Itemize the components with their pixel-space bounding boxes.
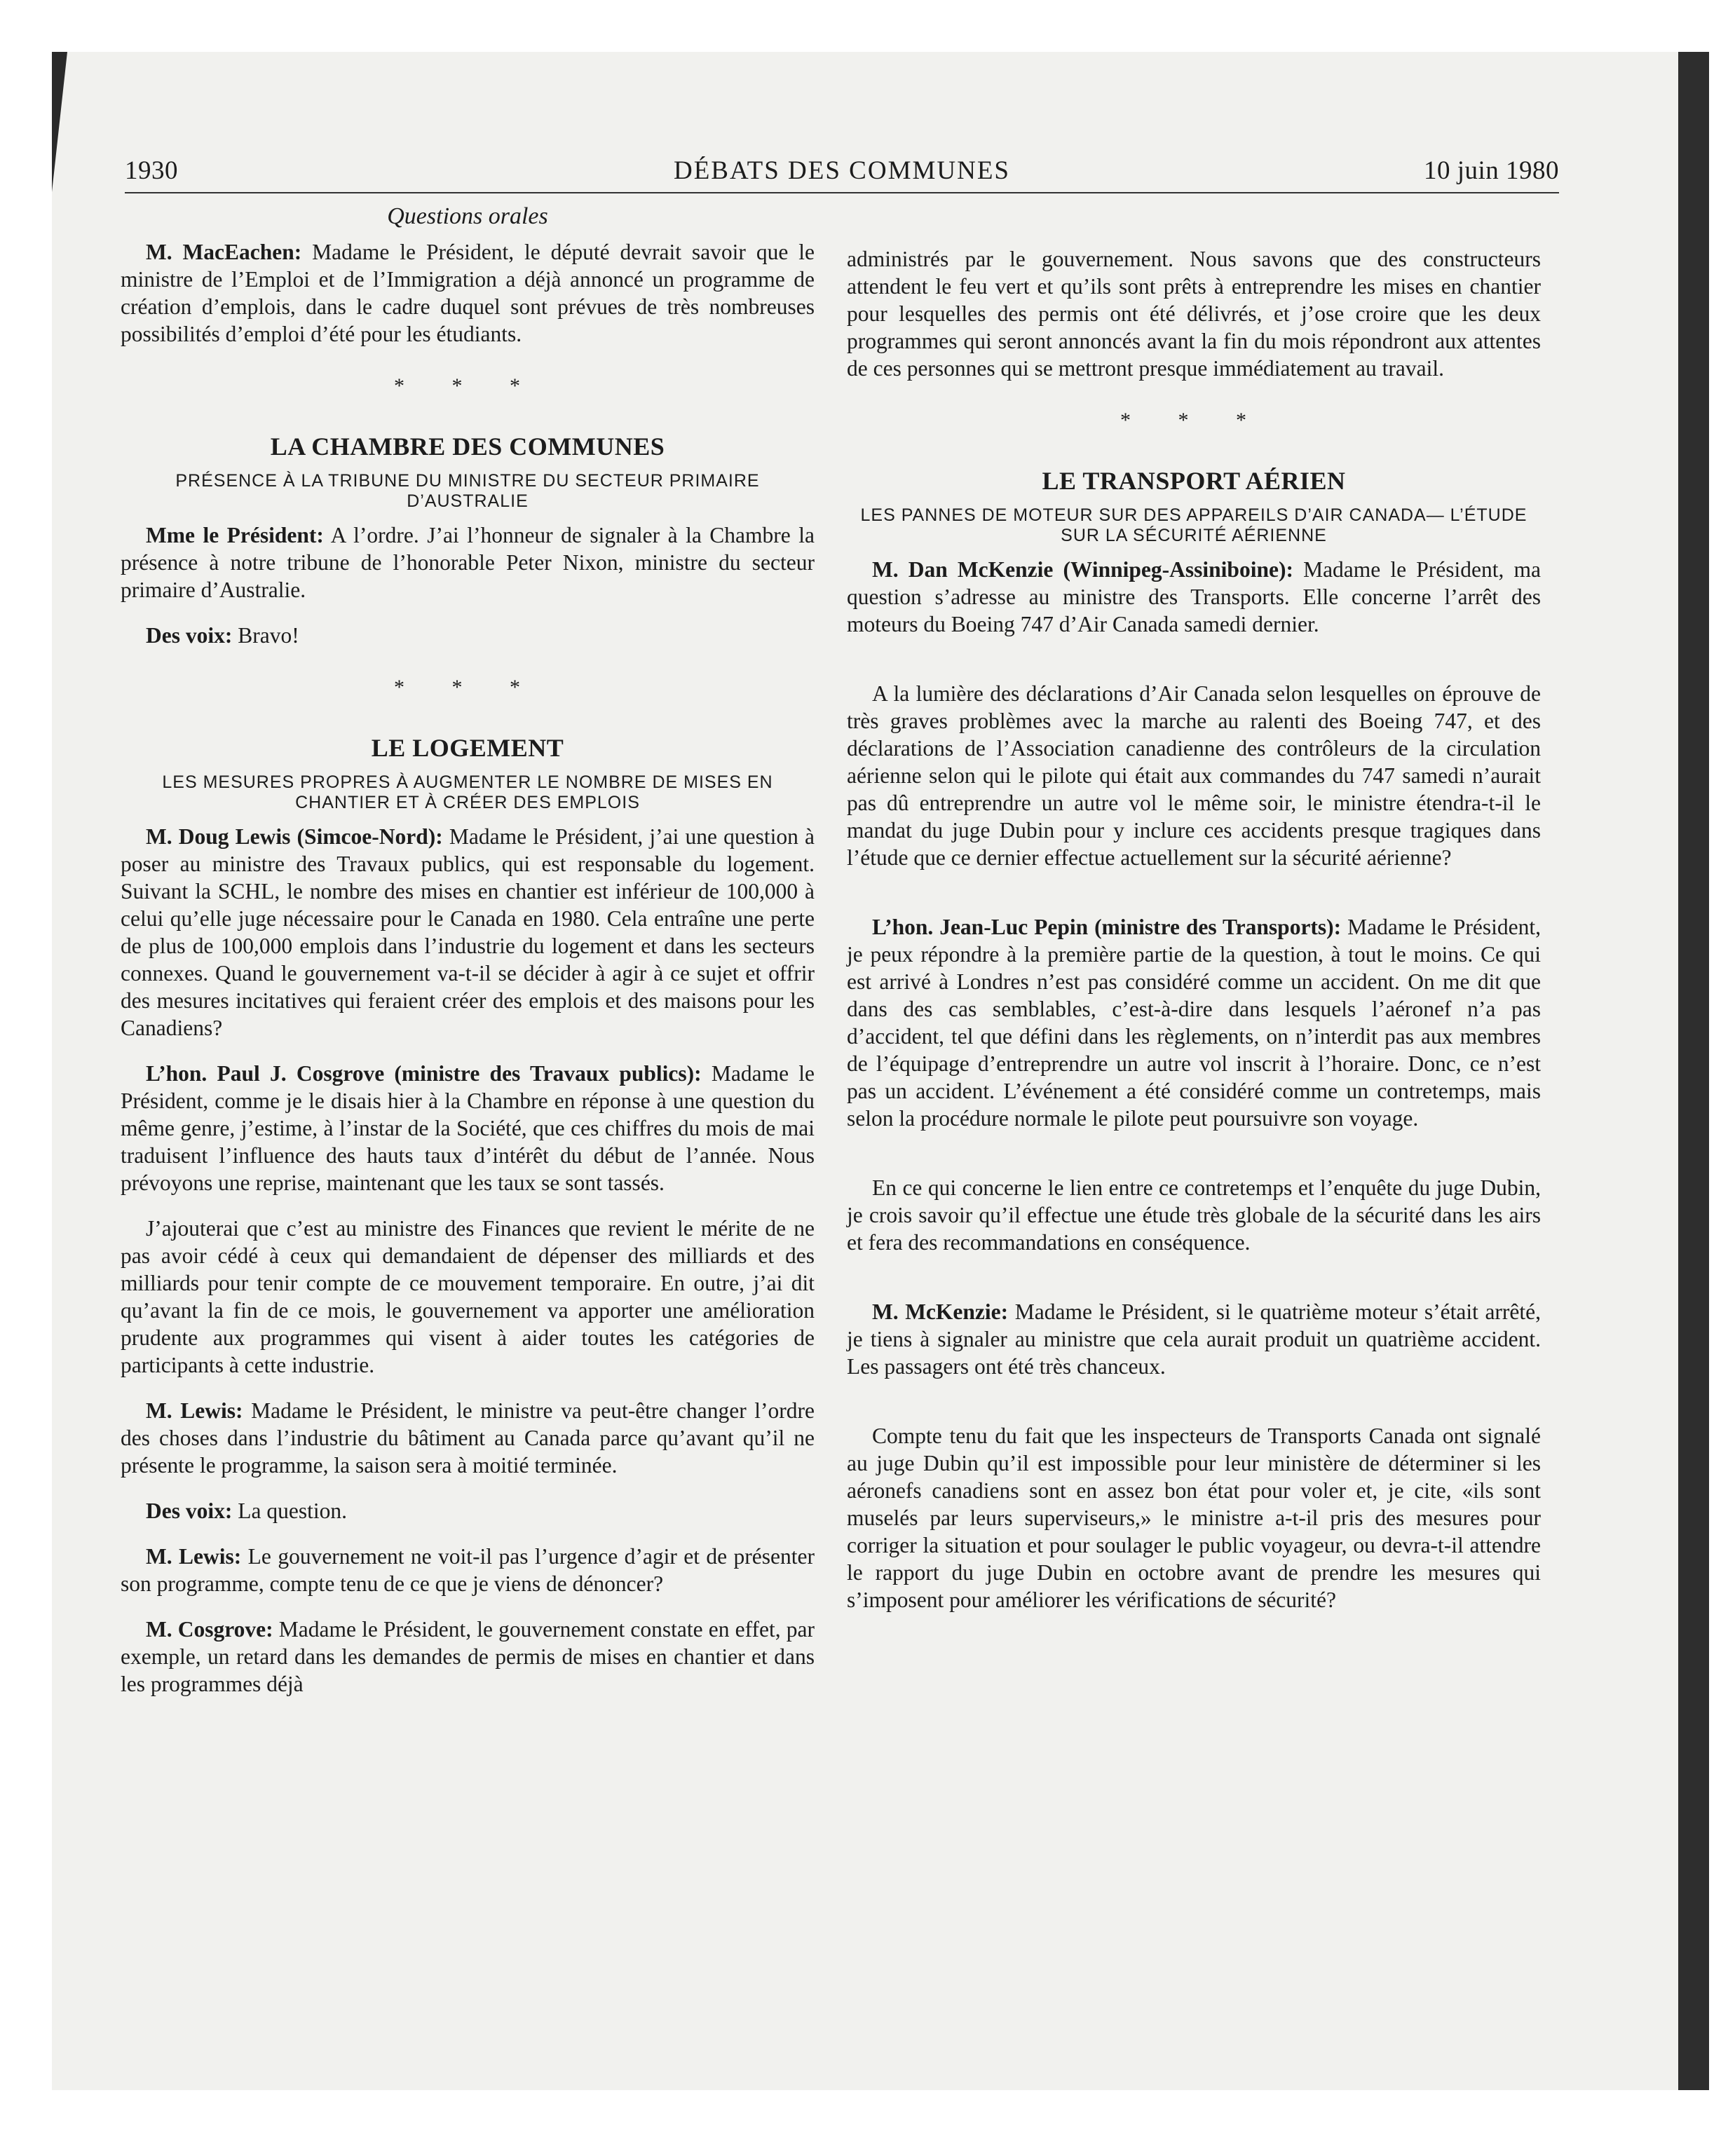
speaker-name: L’hon. Paul J. Cosgrove (ministre des Travaux publics): bbox=[146, 1061, 702, 1086]
publication-date: 10 juin 1980 bbox=[1423, 156, 1559, 185]
paragraph bbox=[121, 823, 815, 1042]
speaker-name: M. McKenzie: bbox=[872, 1299, 1009, 1324]
speaker-name: Des voix: bbox=[146, 623, 233, 648]
section-heading: LE LOGEMENT bbox=[371, 734, 564, 762]
section-separator: * * * bbox=[394, 676, 541, 699]
paragraph-text: Bravo! bbox=[232, 623, 299, 648]
speaker-name: M. Dan McKenzie (Winnipeg-Assiniboine): bbox=[872, 557, 1293, 582]
paragraph bbox=[847, 1298, 1541, 1380]
speaker-name: M. Lewis: bbox=[146, 1544, 242, 1569]
speaker-name: M. MacEachen: bbox=[146, 240, 302, 264]
paragraph-text: Madame le Président, si le quatrième moteur s’était arrêté, je tiens à signaler au ministre que cela aurait produit un quatrième accident. Les passagers ont été très chanceux. bbox=[847, 1299, 1541, 1379]
paragraph bbox=[847, 245, 1541, 382]
paragraph-text: Madame le Président, le gouvernement constate en effet, par exemple, un retard dans les demandes de permis de mises en chantier et dans les programmes déjà bbox=[121, 1617, 815, 1696]
paragraph-text: Madame le Président, ma question s’adresse au ministre des Transports. Elle concerne l’arrêt des moteurs du Boeing 747 d’Air Canada samedi dernier. bbox=[847, 557, 1541, 636]
paragraph bbox=[121, 521, 815, 603]
speaker-name: L’hon. Jean-Luc Pepin (ministre des Transports): bbox=[872, 915, 1342, 939]
paragraph-text: Madame le Président, comme je le disais hier à la Chambre en réponse à une question du même genre, j’estime, à l’instar de la Société, que ces chiffres du mois de mai traduisent l’influence des hauts taux d’intérêt du début de l’année. Nous prévoyons une reprise, maintenant que les taux se sont tassés. bbox=[121, 1061, 815, 1195]
paragraph bbox=[121, 238, 815, 348]
paragraph bbox=[121, 622, 815, 649]
section-heading: LE TRANSPORT AÉRIEN bbox=[1042, 467, 1346, 495]
speaker-name: M. Lewis: bbox=[146, 1398, 243, 1423]
paragraph-text: J’ajouterai que c’est au ministre des Finances que revient le mérite de ne pas avoir cédé à ceux qui demandaient de dépenser des milliards et des milliards pour tenir compte de ce mouvement temporaire. En outre, j’ai dit qu’avant la fin de ce mois, le gouvernement va apporter une amélioration prudente aux programmes qui visent à aider toutes les catégories de participants à cette industrie. bbox=[121, 1216, 815, 1377]
paragraph bbox=[121, 1497, 815, 1524]
paragraph-text: administrés par le gouvernement. Nous savons que des constructeurs attendent le feu vert et qu’ils sont prêts à entreprendre les mises en chantier pour lesquelles des permis ont été délivrés, et j’ose croire que les deux programmes qui seront annoncés avant la fin du mois répondront aux attentes de ces personnes qui se mettront presque immédiatement au travail. bbox=[847, 247, 1541, 381]
right-column bbox=[847, 245, 1541, 1632]
section-heading: LA CHAMBRE DES COMMUNES bbox=[270, 432, 665, 460]
speaker-name: Des voix: bbox=[146, 1499, 233, 1523]
paragraph bbox=[121, 1060, 815, 1196]
left-column bbox=[121, 203, 815, 1716]
speaker-name: M. Doug Lewis (Simcoe-Nord): bbox=[146, 824, 443, 849]
paragraph-text: Madame le Président, le ministre va peut-être changer l’ordre des choses dans l’industrie du bâtiment au Canada parce qu’avant qu’il ne présente le programme, la saison sera à moitié terminée. bbox=[121, 1398, 815, 1478]
section-subheading: LES MESURES PROPRES À AUGMENTER LE NOMBRE DE MISES EN CHANTIER ET À CRÉER DES EMPLOIS bbox=[162, 772, 773, 812]
paragraph-text: Le gouvernement ne voit-il pas l’urgence d’agir et de présenter son programme, compte tenu de ce que je viens de dénoncer? bbox=[121, 1544, 815, 1596]
paragraph bbox=[121, 1543, 815, 1597]
speaker-name: M. Cosgrove: bbox=[146, 1617, 273, 1642]
speaker-name: Mme le Président: bbox=[146, 523, 324, 547]
paragraph bbox=[847, 1422, 1541, 1613]
section-subheading: LES PANNES DE MOTEUR SUR DES APPAREILS D’AIR CANADA— L’ÉTUDE SUR LA SÉCURITÉ AÉRIENNE bbox=[860, 505, 1528, 545]
paragraph-text: Madame le Président, j’ai une question à poser au ministre des Travaux publics, qui est responsable du logement. Suivant la SCHL, le nombre des mises en chantier est inférieur de 100,000 à celui qu’elle juge nécessaire pour le Canada en 1980. Cela entraîne une perte de plus de 100,000 emplois dans l’industrie du logement et dans les secteurs connexes. Quand le gouvernement va-t-il se décider à agir à ce sujet et offrir des mesures incitatives qui feraient créer des emplois et des maisons pour les Canadiens? bbox=[121, 824, 815, 1040]
section-separator: * * * bbox=[394, 374, 541, 397]
paragraph bbox=[121, 1215, 815, 1379]
paragraph bbox=[121, 1397, 815, 1479]
running-header bbox=[125, 156, 1559, 193]
paragraph-text: Madame le Président, je peux répondre à la première partie de la question, à tout le moins. Ce qui est arrivé à Londres n’est pas considéré comme un accident. On me dit que dans des cas semblables, c’est-à-dire dans lesquels l’aéronef n’a pas d’accident, tel que défini dans les règlements, on n’interdit pas aux membres de l’équipage d’entreprendre un autre vol inscrit à l’horaire. Donc, ce n’est pas un accident. L’événement a été considéré comme un contretemps, mais selon la procédure normale le pilote peut poursuivre son voyage. bbox=[847, 915, 1541, 1131]
section-separator: * * * bbox=[1120, 409, 1267, 432]
paragraph-text: Compte tenu du fait que les inspecteurs de Transports Canada ont signalé au juge Dubin qu’il est impossible pour leur ministère de déterminer si les aéronefs canadiens sont en assez bon état pour voler et, je cite, «ils sont muselés par leurs superviseurs,» le ministre a-t-il pris des mesures pour corriger la situation et pour soulager le public voyageur, ou devra-t-il attendre le rapport du juge Dubin en octobre avant de prendre les mesures qui s’imposent pour améliorer les vérifications de sécurité? bbox=[847, 1424, 1541, 1612]
page-number: 1930 bbox=[125, 156, 178, 185]
paragraph-text: Madame le Président, le député devrait savoir que le ministre de l’Emploi et de l’Immigration a déjà annoncé un programme de création d’emplois, dans le cadre duquel sont prévues de très nombreuses possibilités d’emploi d’été pour les étudiants. bbox=[121, 240, 815, 346]
paragraph bbox=[121, 1616, 815, 1698]
paragraph bbox=[847, 1174, 1541, 1256]
paragraph-text: La question. bbox=[232, 1499, 347, 1523]
paragraph-text: A la lumière des déclarations d’Air Canada selon lesquelles on éprouve de très graves problèmes avec la marche au ralenti des Boeing 747, et des déclarations de l’Association canadienne des contrôleurs de la circulation aérienne selon qui le pilote qui était aux commandes du 747 samedi n’aurait pas dû entreprendre un autre vol le même soir, le ministre étendra-t-il le mandat du juge Dubin pour y inclure ces accidents presque tragiques dans l’étude que ce dernier effectue actuellement sur la sécurité aérienne? bbox=[847, 681, 1541, 870]
paragraph bbox=[847, 680, 1541, 871]
paragraph bbox=[847, 556, 1541, 638]
paragraph bbox=[847, 913, 1541, 1132]
section-label: Questions orales bbox=[387, 203, 548, 229]
publication-title: DÉBATS DES COMMUNES bbox=[673, 156, 1010, 185]
section-subheading: PRÉSENCE À LA TRIBUNE DU MINISTRE DU SECTEUR PRIMAIRE D’AUSTRALIE bbox=[175, 471, 760, 511]
scan-shadow-right bbox=[1678, 52, 1709, 2090]
paragraph-text: En ce qui concerne le lien entre ce contretemps et l’enquête du juge Dubin, je crois savoir qu’il effectue une étude très globale de la sécurité dans les airs et fera des recommandations en conséquence. bbox=[847, 1175, 1541, 1255]
paragraph-text: A l’ordre. J’ai l’honneur de signaler à la Chambre la présence à notre tribune de l’honorable Peter Nixon, ministre du secteur primaire d’Australie. bbox=[121, 523, 815, 602]
